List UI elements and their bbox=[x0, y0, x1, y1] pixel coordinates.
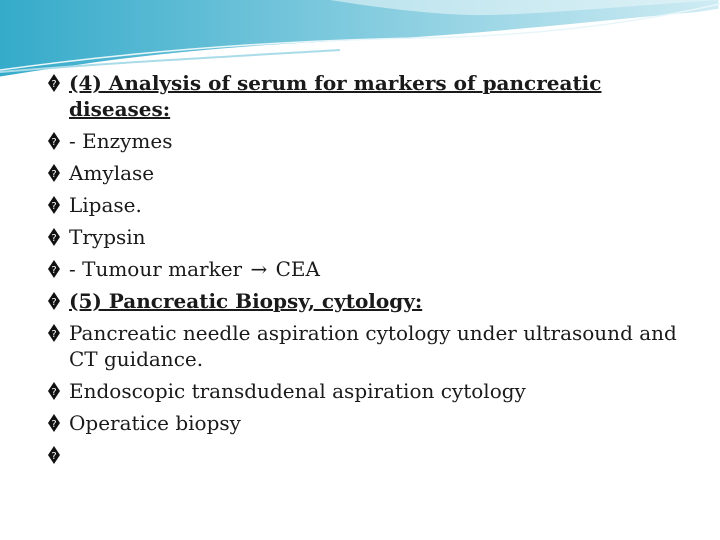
right-arrow-icon: → bbox=[250, 257, 268, 281]
cea-label: CEA bbox=[275, 257, 320, 281]
slide-content bbox=[47, 70, 687, 471]
svg-text:?: ? bbox=[51, 137, 57, 148]
list-item bbox=[47, 160, 687, 186]
svg-text:?: ? bbox=[51, 329, 57, 340]
missing-glyph-bullet-icon bbox=[47, 195, 65, 215]
list-item-text: Trypsin bbox=[69, 225, 146, 249]
list-item-text: Endoscopic transdudenal aspiration cytology bbox=[69, 379, 526, 403]
list-item bbox=[47, 378, 687, 404]
list-item bbox=[47, 320, 687, 372]
missing-glyph-bullet-icon bbox=[47, 259, 65, 279]
svg-text:?: ? bbox=[51, 451, 57, 462]
list-item-text: Amylase bbox=[69, 161, 155, 185]
svg-text:?: ? bbox=[51, 79, 57, 90]
list-item bbox=[47, 128, 687, 154]
svg-text:?: ? bbox=[51, 297, 57, 308]
missing-glyph-bullet-icon bbox=[47, 445, 65, 465]
svg-text:?: ? bbox=[51, 169, 57, 180]
svg-text:?: ? bbox=[51, 233, 57, 244]
list-item bbox=[47, 70, 687, 122]
list-item-text: Lipase. bbox=[69, 193, 142, 217]
section-heading-serum-markers: (4) Analysis of serum for markers of pancreatic diseases: bbox=[69, 71, 602, 121]
svg-text:?: ? bbox=[51, 387, 57, 398]
list-item-text bbox=[69, 256, 687, 282]
list-item bbox=[47, 256, 687, 282]
svg-text:?: ? bbox=[51, 419, 57, 430]
missing-glyph-bullet-icon bbox=[47, 381, 65, 401]
missing-glyph-bullet-icon bbox=[47, 323, 65, 343]
svg-text:?: ? bbox=[51, 265, 57, 276]
section-heading-biopsy: (5) Pancreatic Biopsy, cytology: bbox=[69, 289, 423, 313]
list-item-text: Operatice biopsy bbox=[69, 411, 241, 435]
missing-glyph-bullet-icon bbox=[47, 73, 65, 93]
missing-glyph-bullet-icon bbox=[47, 163, 65, 183]
list-item bbox=[47, 410, 687, 436]
missing-glyph-bullet-icon bbox=[47, 413, 65, 433]
list-item-text: Pancreatic needle aspiration cytology under ultrasound and CT guidance. bbox=[69, 321, 677, 371]
list-item bbox=[47, 288, 687, 314]
missing-glyph-bullet-icon bbox=[47, 131, 65, 151]
tumour-marker-label: - Tumour marker bbox=[69, 257, 243, 281]
list-item bbox=[47, 442, 687, 465]
list-item bbox=[47, 224, 687, 250]
svg-text:?: ? bbox=[51, 201, 57, 212]
missing-glyph-bullet-icon bbox=[47, 227, 65, 247]
missing-glyph-bullet-icon bbox=[47, 291, 65, 311]
list-item bbox=[47, 192, 687, 218]
list-item-text: - Enzymes bbox=[69, 129, 173, 153]
